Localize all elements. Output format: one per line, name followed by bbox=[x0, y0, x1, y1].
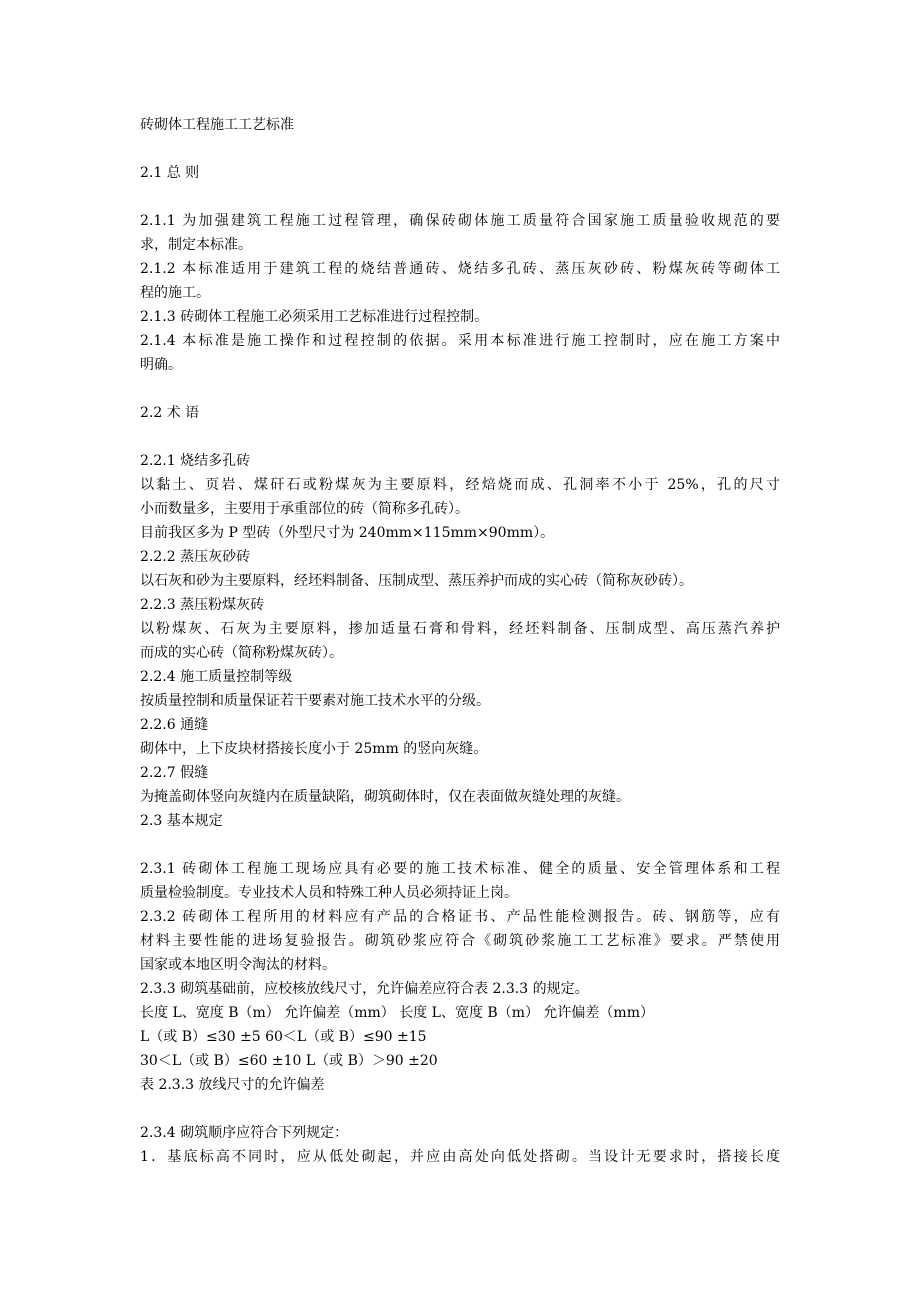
subsection-heading: 2.3.4 砌筑顺序应符合下列规定： bbox=[140, 1125, 349, 1141]
paragraph-line: 按质量控制和质量保证若干要素对施工技术水平的分级。 bbox=[140, 693, 490, 709]
paragraph-line: 2.3.2 砖砌体工程所用的材料应有产品的合格证书、产品性能检测报告。砖、钢筋等，应有 bbox=[140, 909, 780, 925]
paragraph-line: 程的施工。 bbox=[140, 285, 210, 301]
section-heading: 2.2 术 语 bbox=[140, 405, 200, 421]
paragraph-line: 国家或本地区明令淘汰的材料。 bbox=[140, 957, 336, 973]
table-caption: 表 2.3.3 放线尺寸的允许偏差 bbox=[140, 1077, 325, 1093]
paragraph-line: 明确。 bbox=[140, 357, 182, 373]
subsection-heading: 2.2.3 蒸压粉煤灰砖 bbox=[140, 597, 265, 613]
paragraph-line: 以黏土、页岩、煤矸石或粉煤灰为主要原料，经焙烧而成、孔洞率不小于 25%，孔的尺寸 bbox=[140, 477, 780, 493]
paragraph-line: 目前我区多为 P 型砖（外型尺寸为 240mm×115mm×90mm）。 bbox=[140, 525, 555, 541]
paragraph-line: 质量检验制度。专业技术人员和特殊工种人员必须持证上岗。 bbox=[140, 885, 518, 901]
section-heading: 2.3 基本规定 bbox=[140, 813, 223, 829]
paragraph-line: 砌体中，上下皮块材搭接长度小于 25mm 的竖向灰缝。 bbox=[140, 741, 488, 757]
paragraph-line: 材料主要性能的进场复验报告。砌筑砂浆应符合《砌筑砂浆施工工艺标准》要求。严禁使用 bbox=[140, 933, 780, 949]
paragraph-line: 以粉煤灰、石灰为主要原料，掺加适量石膏和骨料，经坯料制备、压制成型、高压蒸汽养护 bbox=[140, 621, 780, 637]
subsection-heading: 2.2.7 假缝 bbox=[140, 765, 209, 781]
section-heading: 2.1 总 则 bbox=[140, 165, 200, 181]
paragraph-line: 1．基底标高不同时，应从低处砌起，并应由高处向低处搭砌。当设计无要求时，搭接长度 bbox=[140, 1149, 780, 1165]
subsection-heading: 2.2.1 烧结多孔砖 bbox=[140, 453, 251, 469]
table-row: 30＜L（或 B）≤60 ±10 L（或 B）＞90 ±20 bbox=[140, 1053, 438, 1069]
paragraph-line: 2.1.4 本标准是施工操作和过程控制的依据。采用本标准进行施工控制时，应在施工方案中 bbox=[140, 333, 780, 349]
subsection-heading: 2.2.2 蒸压灰砂砖 bbox=[140, 549, 251, 565]
paragraph-line: 2.3.1 砖砌体工程施工现场应具有必要的施工技术标准、健全的质量、安全管理体系和工程 bbox=[140, 861, 780, 877]
subsection-heading: 2.2.6 通缝 bbox=[140, 717, 209, 733]
paragraph-line: 求，制定本标准。 bbox=[140, 237, 252, 253]
paragraph-line: 2.1.3 砖砌体工程施工必须采用工艺标准进行过程控制。 bbox=[140, 309, 489, 325]
document-title: 砖砌体工程施工工艺标准 bbox=[140, 117, 294, 133]
paragraph-line: 而成的实心砖（简称粉煤灰砖）。 bbox=[140, 645, 343, 661]
paragraph-line: 为掩盖砌体竖向灰缝内在质量缺陷，砌筑砌体时，仅在表面做灰缝处理的灰缝。 bbox=[140, 789, 630, 805]
table-row: L（或 B）≤30 ±5 60＜L（或 B）≤90 ±15 bbox=[140, 1029, 427, 1045]
paragraph-line: 2.1.1 为加强建筑工程施工过程管理，确保砖砌体施工质量符合国家施工质量验收规范的要 bbox=[140, 213, 780, 229]
paragraph-line: 2.3.3 砌筑基础前，应校核放线尺寸，允许偏差应符合表 2.3.3 的规定。 bbox=[140, 981, 589, 997]
table-header-row: 长度 L、宽度 B（m） 允许偏差（mm） 长度 L、宽度 B（m） 允许偏差（mm） bbox=[140, 1005, 654, 1021]
paragraph-line: 小而数量多，主要用于承重部位的砖（简称多孔砖）。 bbox=[140, 501, 469, 517]
paragraph-line: 以石灰和砂为主要原料，经坯料制备、压制成型、蒸压养护而成的实心砖（简称灰砂砖）。 bbox=[140, 573, 693, 589]
paragraph-line: 2.1.2 本标准适用于建筑工程的烧结普通砖、烧结多孔砖、蒸压灰砂砖、粉煤灰砖等砌体工 bbox=[140, 261, 780, 277]
subsection-heading: 2.2.4 施工质量控制等级 bbox=[140, 669, 293, 685]
